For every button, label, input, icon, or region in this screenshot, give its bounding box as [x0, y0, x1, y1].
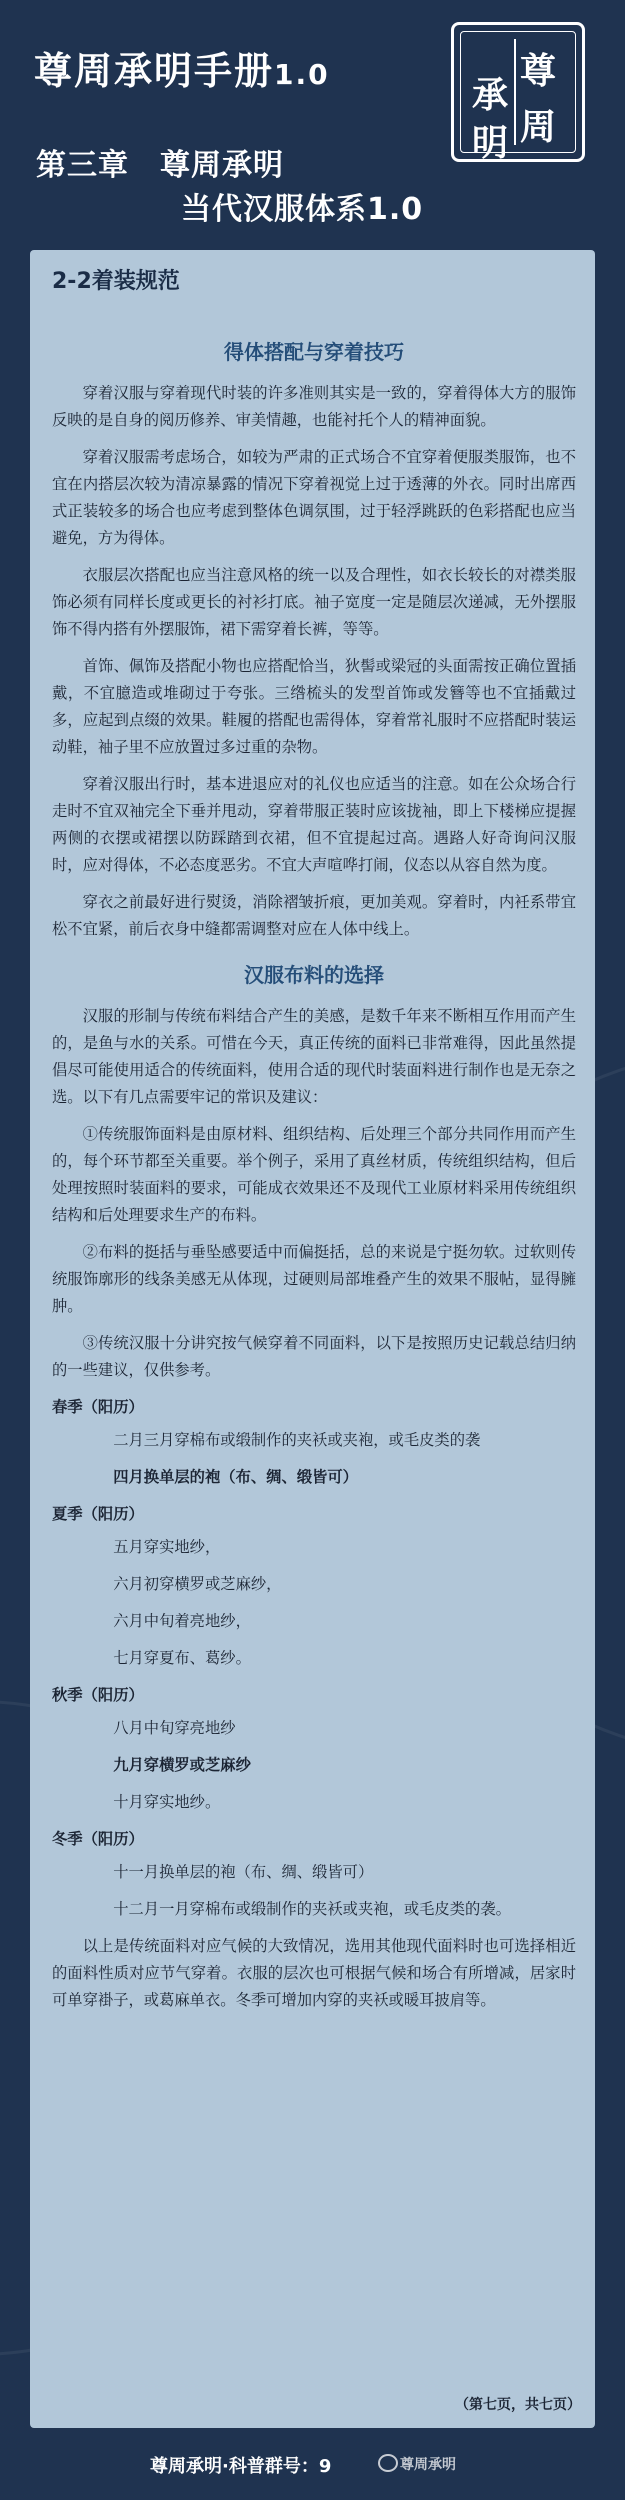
season-line: 十一月换单层的袍（布、绸、缎皆可）	[113, 1863, 374, 1881]
page-number: （第七页，共七页）	[455, 2397, 581, 2413]
section-title: 2-2着装规范	[52, 269, 180, 294]
season-line-text: 四月换单层的袍（布、绸、缎皆可）	[113, 1468, 358, 1486]
paragraph: 穿着汉服与穿着现代时装的许多准则其实是一致的，穿着得体大方的服饰反映的是自身的阅历修养、审美情趣，也能衬托个人的精神面貌。	[52, 384, 576, 429]
season-line: 五月穿实地纱，	[113, 1538, 221, 1556]
watermark: 尊周承明	[400, 2457, 456, 2473]
paragraph: ③传统汉服十分讲究按气候穿着不同面料，以下是按照历史记载总结归纳的一些建议，仅供参考。	[52, 1334, 576, 1379]
season-heading-autumn: 秋季（阳历）	[52, 1686, 144, 1704]
article-body	[52, 320, 576, 2024]
seal-char: 尊	[520, 50, 557, 92]
season-line: 十月穿实地纱。	[113, 1793, 221, 1811]
paragraph: 衣服层次搭配也应当注意风格的统一以及合理性，如衣长较长的对襟类服饰必须有同样长度或更长的衬衫打底。袖子宽度一定是随层次递减，无外摆服饰不得内搭有外摆服饰，裙下需穿着长裤，等等。	[52, 566, 576, 638]
footer-text: 尊周承明·科普群号：9	[150, 2456, 332, 2477]
season-heading-summer: 夏季（阳历）	[52, 1505, 144, 1523]
season-line: 六月中旬着亮地纱，	[113, 1612, 251, 1630]
title-version: 1.0	[274, 58, 330, 91]
season-line	[52, 1752, 576, 1779]
paragraph: 穿着汉服需考虑场合，如较为严肃的正式场合不宜穿着便服类服饰，也不宜在内搭层次较为清凉暴露的情况下穿着视觉上过于透薄的外衣。同时出席西式正装较多的场合也应考虑到整体色调氛围，过于轻浮跳跃的色彩搭配也应当避免，方为得体。	[52, 448, 576, 547]
subheading-fabric-choice: 汉服布料的选择	[244, 963, 384, 987]
paragraph: 穿着汉服出行时，基本进退应对的礼仪也应适当的注意。如在公众场合行走时不宜双袖完全下垂并甩动，穿着带服正装时应该拢袖，即上下楼梯应提握两侧的衣摆或裙摆以防踩踏到衣裙，但不宜提起过高。遇路人好奇询问汉服时，应对得体，不必态度恶劣。不宜大声喧哗打闹，仪态以从容自然为度。	[52, 775, 576, 874]
title-text: 尊周承明手册	[34, 49, 275, 93]
season-heading-spring: 春季（阳历）	[52, 1398, 144, 1416]
handbook-title	[34, 40, 330, 95]
season-line: 六月初穿横罗或芝麻纱，	[113, 1575, 282, 1593]
season-line: 二月三月穿棉布或缎制作的夹袄或夹袍，或毛皮类的袭	[113, 1431, 481, 1449]
content-card	[30, 250, 595, 2428]
paragraph: ②布料的挺括与垂坠感要适中而偏挺括，总的来说是宁挺勿软。过软则传统服饰廓形的线条美感无从体现，过硬则局部堆叠产生的效果不服帖，显得臃肿。	[52, 1243, 576, 1315]
season-line: 十二月一月穿棉布或缎制作的夹袄或夹袍，或毛皮类的袭。	[113, 1900, 511, 1918]
seal-char: 周	[520, 106, 557, 148]
paragraph: 汉服的形制与传统布料结合产生的美感，是数千年来不断相互作用而产生的，是鱼与水的关系。可惜在今天，真正传统的面料已非常难得，因此虽然提倡尽可能使用适合的传统面料，使用合适的现代时装面料进行制作也是无奈之选。以下有几点需要牢记的常识及建议：	[52, 1007, 576, 1106]
chapter-subheading: 当代汉服体系1.0	[181, 192, 424, 227]
paragraph: ①传统服饰面料是由原材料、组织结构、后处理三个部分共同作用而产生的，每个环节都至关重要。举个例子，采用了真丝材质，传统组织结构，但后处理按照时装面料的要求，可能成衣效果还不及现代工业原材料采用传统组织结构和后处理要求生产的布料。	[52, 1125, 576, 1224]
paragraph: 首饰、佩饰及搭配小物也应搭配恰当，狄髻或梁冠的头面需按正确位置插戴，不宜臆造或堆砌过于夸张。三绺梳头的发型首饰或发簪等也不宜插戴过多，应起到点缀的效果。鞋履的搭配也需得体，穿着常礼服时不应搭配时装运动鞋，袖子里不应放置过多过重的杂物。	[52, 657, 576, 756]
page-footer	[0, 2428, 625, 2500]
weibo-logo-icon	[378, 2454, 398, 2472]
season-line: 八月中旬穿亮地纱	[113, 1719, 236, 1737]
seal-divider	[514, 39, 516, 145]
seal-logo	[451, 22, 585, 162]
season-line: 七月穿夏布、葛纱。	[113, 1649, 251, 1667]
paragraph: 以上是传统面料对应气候的大致情况，选用其他现代面料时也可选择相近的面料性质对应节气穿着。衣服的层次也可根据气候和场合有所增减，居家时可单穿褂子，或葛麻单衣。冬季可增加内穿的夹袄或暖耳披肩等。	[52, 1937, 576, 2009]
seal-char: 承	[472, 74, 509, 116]
season-heading-winter: 冬季（阳历）	[52, 1830, 144, 1848]
subheading-dressing-tips: 得体搭配与穿着技巧	[224, 340, 404, 364]
season-line-text: 九月穿横罗或芝麻纱	[113, 1756, 251, 1774]
season-line	[52, 1464, 576, 1491]
chapter-heading: 第三章 尊周承明	[36, 148, 284, 183]
page-header	[0, 0, 625, 250]
seal-char: 明	[472, 122, 509, 164]
paragraph: 穿衣之前最好进行熨烫，消除褶皱折痕，更加美观。穿着时，内衽系带宜松不宜紧，前后衣身中缝都需调整对应在人体中线上。	[52, 893, 576, 938]
